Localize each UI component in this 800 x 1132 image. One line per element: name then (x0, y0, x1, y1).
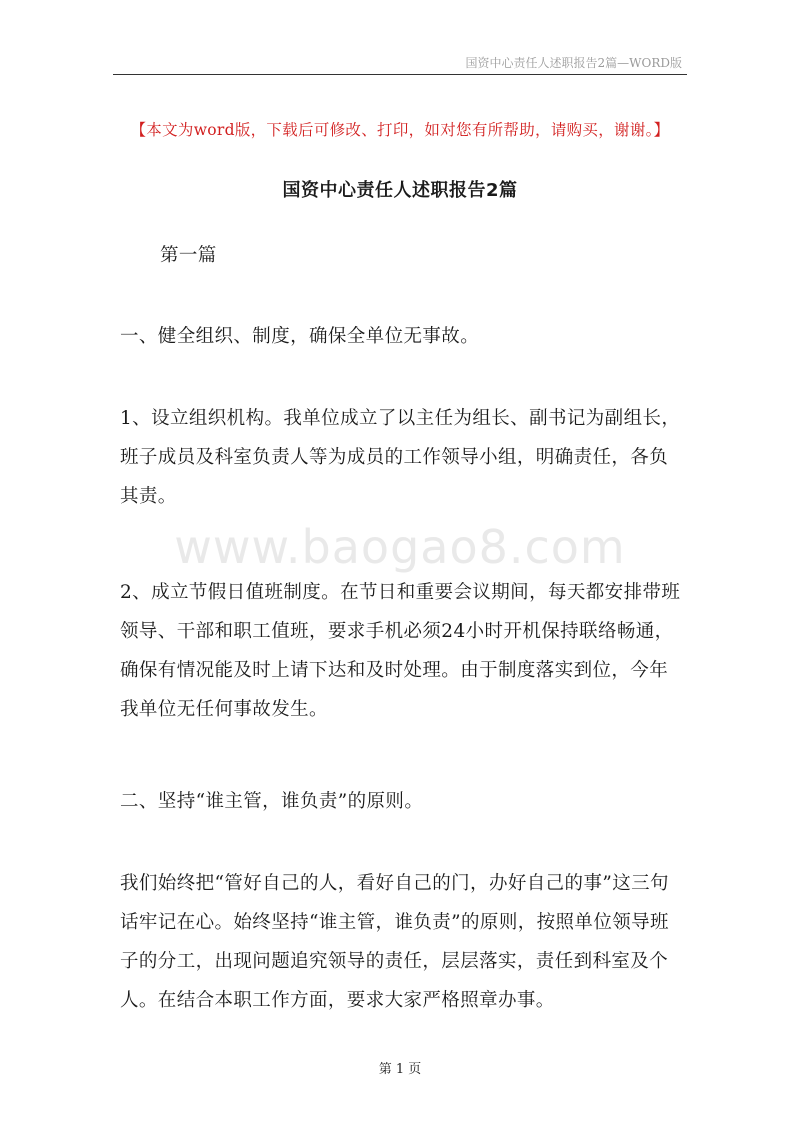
paragraph-1: 1、设立组织机构。我单位成立了以主任为组长、副书记为副组长，班子成员及科室负责人等为成员的工作领导小组，明确责任，各负其责。 (120, 408, 681, 507)
page-number: 第 1 页 (378, 1062, 422, 1077)
paragraph-2: 2、成立节假日值班制度。在节日和重要会议期间，每天都安排带班领导、干部和职工值班，要求手机必须24小时开机保持联络畅通，确保有情况能及时上请下达和及时处理。由于制度落实到位，今年我单位无任何事故发生。 (120, 582, 681, 720)
document-title: 国资中心责任人述职报告2篇 (282, 180, 518, 201)
section-heading: 第一篇 (160, 245, 217, 266)
purchase-notice: 【本文为word版，下载后可修改、打印，如对您有所帮助，请购买，谢谢。】 (130, 121, 670, 139)
header-divider (113, 74, 687, 75)
running-header: 国资中心责任人述职报告2篇—WORD版 (465, 56, 682, 70)
paragraph-heading-2: 二、坚持“谁主管，谁负责”的原则。 (120, 791, 424, 812)
paragraph-3: 我们始终把“管好自己的人，看好自己的门，办好自己的事”这三句话牢记在心。始终坚持“谁主管，谁负责”的原则，按照单位领导班子的分工，出现问题追究领导的责任，层层落实，责任到科室及个人。在结合本职工作方面，要求大家严格照章办事。 (120, 873, 669, 1011)
site-watermark: www.baogao8.com (174, 520, 626, 574)
paragraph-heading-1: 一、健全组织、制度，确保全单位无事故。 (120, 326, 480, 347)
